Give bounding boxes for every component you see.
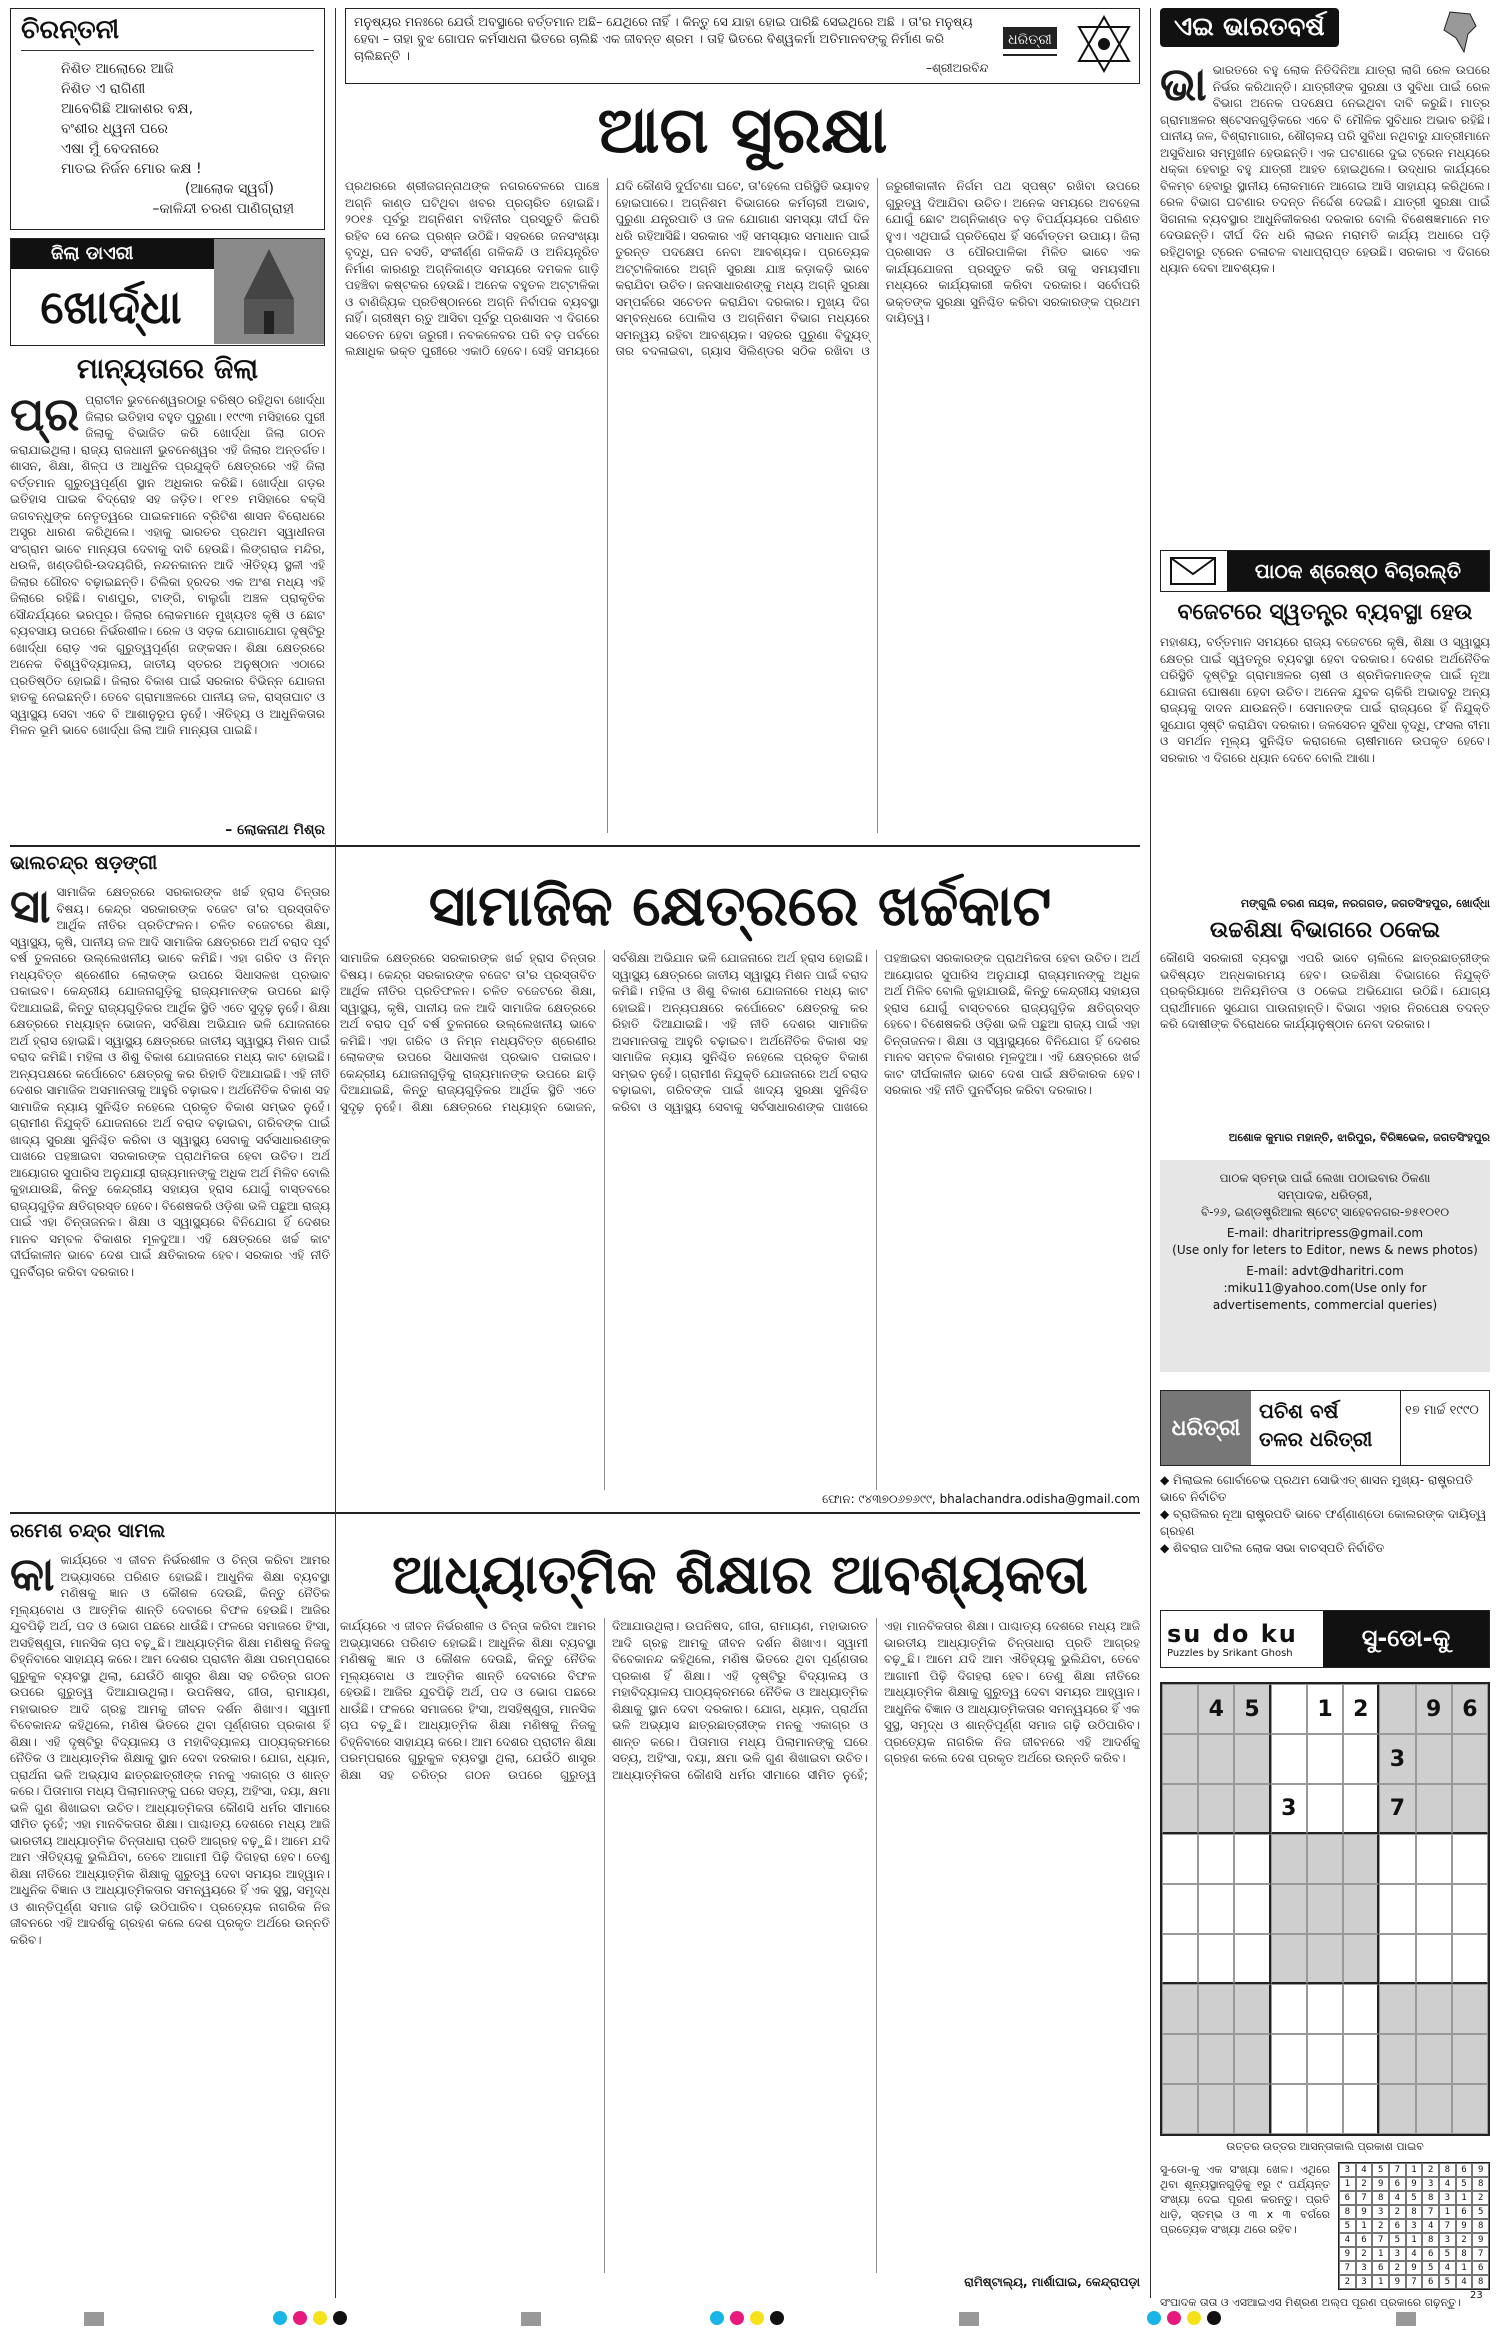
letters-banner-text: ପାଠକ ଶ୍ରେଷ୍ଠ ବିଚାରଲ୍ତି (1227, 551, 1489, 591)
sudoku-cell: 7 (1379, 1784, 1415, 1834)
sudoku-cell (1271, 2084, 1307, 2134)
solution-cell: 7 (1372, 2233, 1389, 2247)
dropcap: ସା (10, 884, 51, 933)
sudoku-cell (1234, 1884, 1270, 1934)
solution-cell: 6 (1356, 2233, 1373, 2247)
solution-cell: 6 (1422, 2247, 1439, 2261)
solution-cell: 1 (1356, 2219, 1373, 2233)
sudoku-cell: 4 (1198, 1684, 1234, 1734)
solution-cell: 2 (1456, 2233, 1473, 2247)
column-rule (335, 8, 336, 2298)
sudoku-cell: 3 (1271, 1784, 1307, 1834)
cyan-dot (710, 2311, 724, 2325)
solution-cell: 9 (1456, 2219, 1473, 2233)
sudoku-box (1160, 1610, 1490, 2310)
solution-cell: 1 (1456, 2191, 1473, 2205)
sudoku-cell (1307, 1834, 1343, 1884)
past-title-1: ପଚିଶ ବର୍ଷ (1259, 1399, 1339, 1423)
contact-line: ବି-୨୬, ଇଣ୍ଡଷ୍ଟ୍ରିଆଲ ଷ୍ଟେଟ୍ ସାହେବନଗର-୭୫୧୦୧୦ (1200, 1205, 1450, 1219)
editorial-body: ପ୍ରଥରରେ ଶ୍ରୀଜଗନ୍ନାଥଙ୍କ ନଗରବେଳରେ ପାଞ୍ଚେ ଅଗ୍ନି କାଣ୍ଡ ଘଟିଥିବା ଖବର ପ୍ରଚାରିତ ହୋଇଛି। ୨୦୧୫ ପୂର୍ବରୁ ଅଗ୍ନିଶମ ବାହିନୀର ପ୍ରସ୍ତୁତି କିପରି ରହିବ ସେ ନେଇ ପ୍ରଶ୍ନ ଉଠିଛି। ସହରରେ ଜନସଂଖ୍ୟା ବୃଦ୍ଧି, ଘନ ବସତି, ସଂକୀର୍ଣ୍ଣ ଗଳିକନ୍ଦି ଓ ଅନିୟନ୍ତ୍ରିତ ନିର୍ମାଣ କାରଣରୁ ଅଗ୍ନିକାଣ୍ଡ ସମୟରେ ଦମକଳ ଗାଡ଼ି ପହଞ୍ଚିବା କଷ୍ଟକର ହେଉଛି। ଅନେକ ବହୁତଳ ଅଟ୍ଟାଳିକା ଓ ବାଣିଜ୍ୟିକ ପ୍ରତିଷ୍ଠାନରେ ଅଗ୍ନି ନିର୍ବାପକ ବ୍ୟବସ୍ଥା ନାହିଁ। ଗ୍ରୀଷ୍ମ ଋତୁ ଆସିବା ପୂର୍ବରୁ ପ୍ରଶାସନ ଏ ଦିଗରେ ସଚେତନ ହେବା ଜରୁରୀ। ନବକଳେବର ପରି ବଡ଼ ପର୍ବରେ ଲକ୍ଷାଧିକ ଭକ୍ତ ପୁରୀରେ ଏକାଠି ହେବେ। ସେହି ସମୟରେ ଯଦି କୌଣସି ଦୁର୍ଘଟଣା ଘଟେ, ତା'ହେଲେ ପରିସ୍ଥିତି ଭୟାବହ ହୋଇପାରେ। ଅଗ୍ନିଶମ ବିଭାଗରେ କର୍ମଚାରୀ ଅଭାବ, ପୁରୁଣା ଯନ୍ତ୍ରପାତି ଓ ଜଳ ଯୋଗାଣ ସମସ୍ୟା ଦୀର୍ଘ ଦିନ ଧରି ରହିଆସିଛି। ସରକାର ଏହି ସମସ୍ୟାର ସମାଧାନ ପାଇଁ ତୁରନ୍ତ ପଦକ୍ଷେପ ନେବା ଆବଶ୍ୟକ। ପ୍ରତ୍ୟେକ ଅଟ୍ଟାଳିକାରେ ଅଗ୍ନି ସୁରକ୍ଷା ଯାଞ୍ଚ କଡ଼ାକଡ଼ି ଭାବେ କରାଯିବା ଉଚିତ। ଜନସାଧାରଣଙ୍କୁ ମଧ୍ୟ ଅଗ୍ନି ସୁରକ୍ଷା ସମ୍ପର୍କରେ ସଚେତନ କରାଯିବା ଦରକାର। ମୁଖ୍ୟ ଦିଗ ସମ୍ବନ୍ଧରେ ପୋଲିସ ଓ ଅଗ୍ନିଶମ ବିଭାଗ ମଧ୍ୟରେ ସମନ୍ୱୟ ରହିବା ଆବଶ୍ୟକ। ସହରର ପୁରୁଣା ବିଦ୍ୟୁତ୍ ତାର ବଦଳାଇବା, ଗ୍ୟାସ ସିଲିଣ୍ଡର ସଠିକ ରଖିବା ଓ ଜରୁରୀକାଳୀନ ନିର୍ଗମ ପଥ ସ୍ପଷ୍ଟ ରଖିବା ଉପରେ ଗୁରୁତ୍ୱ ଦିଆଯିବା ଉଚିତ। ଅନେକ ସମୟରେ ଅବହେଳା ଯୋଗୁଁ ଛୋଟ ଅଗ୍ନିକାଣ୍ଡ ବଡ଼ ବିପର୍ଯ୍ୟୟରେ ପରିଣତ ହୁଏ। ଏଥିପାଇଁ ପ୍ରତିରୋଧ ହିଁ ସର୍ବୋତ୍ତମ ଉପାୟ। ଜିଲା ପ୍ରଶାସନ ଓ ପୌରପାଳିକା ମିଳିତ ଭାବେ ଏକ କାର୍ଯ୍ୟଯୋଜନା ପ୍ରସ୍ତୁତ କରି ତାକୁ ସମୟସୀମା ମଧ୍ୟରେ କାର୍ଯ୍ୟକାରୀ କରିବା ଦରକାର। ସର୍ବୋପରି ଭକ୍ତଙ୍କ ସୁରକ୍ଷା ସୁନିଶ୍ଚିତ କରିବା ସରକାରଙ୍କ ପ୍ରଥମ ଦାୟିତ୍ୱ। (345, 179, 1140, 358)
zilla-author: – ଲୋକନାଥ ମିଶ୍ର (225, 822, 325, 838)
section-divider (10, 845, 1140, 847)
solution-cell: 2 (1422, 2163, 1439, 2177)
solution-cell: 5 (1372, 2163, 1389, 2177)
sudoku-cell (1379, 1934, 1415, 1984)
sudoku-cell (1198, 2034, 1234, 2084)
solution-cell: 3 (1339, 2163, 1356, 2177)
sudoku-cell (1198, 1784, 1234, 1834)
sudoku-title-en: su do ku (1167, 1619, 1298, 1648)
sudoku-cell (1379, 1684, 1415, 1734)
poem-source: (ଆଲୋକ ସ୍ୱର୍ଗ) (184, 181, 274, 197)
past-title-2: ତଳର ଧରିତ୍ରୀ (1259, 1427, 1373, 1451)
sudoku-cell (1162, 2084, 1198, 2134)
samajik-author: ଭାଲଚନ୍ଦ୍ର ଷଡ଼ଙ୍ଗୀ (10, 852, 158, 874)
sudoku-title-or: ସୁ-ଡୋ-କୁ (1323, 1611, 1489, 1667)
poem-line: ଏଷା ମୁଁ ବେଦନାରେ (61, 141, 159, 157)
solution-cell: 6 (1472, 2261, 1489, 2275)
solution-cell: 7 (1356, 2191, 1373, 2205)
sudoku-cell (1271, 1834, 1307, 1884)
adhyatmik-body: କାର୍ଯ୍ୟରେ ଏ ଜୀବନ ନିର୍ଭରଶୀଳ ଓ ଚିନ୍ତା କରିବା ଆମର ଅଭ୍ୟାସରେ ପରିଣତ ହୋଇଛି। ଆଧୁନିକ ଶିକ୍ଷା ବ୍ୟବସ୍ଥା ମଣିଷକୁ ଜ୍ଞାନ ଓ କୌଶଳ ଦେଉଛି, କିନ୍ତୁ ନୈତିକ ମୂଲ୍ୟବୋଧ ଓ ଆତ୍ମିକ ଶାନ୍ତି ଦେବାରେ ବିଫଳ ହେଉଛି। ଆଜିର ଯୁବପିଢ଼ି ଅର୍ଥ, ପଦ ଓ ଭୋଗ ପଛରେ ଧାଉଁଛି। ଫଳରେ ସମାଜରେ ହିଂସା, ଅସହିଷ୍ଣୁତା, ମାନସିକ ଚାପ ବଢ଼ୁଛି। ଆଧ୍ୟାତ୍ମିକ ଶିକ୍ଷା ମଣିଷକୁ ନିଜକୁ ଚିହ୍ନିବାରେ ସାହାଯ୍ୟ କରେ। ଆମ ଦେଶର ପ୍ରାଚୀନ ଶିକ୍ଷା ପରମ୍ପରାରେ ଗୁରୁକୁଳ ବ୍ୟବସ୍ଥା ଥିଲା, ଯେଉଁଠି ଶାସ୍ତ୍ର ଶିକ୍ଷା ସହ ଚରିତ୍ର ଗଠନ ଉପରେ ଗୁରୁତ୍ୱ ଦିଆଯାଉଥିଲା। ଉପନିଷଦ, ଗୀତା, ରାମାୟଣ, ମହାଭାରତ ଆଦି ଗ୍ରନ୍ଥ ଆମକୁ ଜୀବନ ଦର୍ଶନ ଶିଖାଏ। ସ୍ୱାମୀ ବିବେକାନନ୍ଦ କହିଥିଲେ, ମଣିଷ ଭିତରେ ଥିବା ପୂର୍ଣ୍ଣତାର ପ୍ରକାଶ ହିଁ ଶିକ୍ଷା। ଏହି ଦୃଷ୍ଟିରୁ ବିଦ୍ୟାଳୟ ଓ ମହାବିଦ୍ୟାଳୟ ପାଠ୍ୟକ୍ରମରେ ନୈତିକ ଓ ଆଧ୍ୟାତ୍ମିକ ଶିକ୍ଷାକୁ ସ୍ଥାନ ଦେବା ଦରକାର। ଯୋଗ, ଧ୍ୟାନ, ପ୍ରାର୍ଥନା ଭଳି ଅଭ୍ୟାସ ଛାତ୍ରଛାତ୍ରୀଙ୍କ ମନକୁ ଏକାଗ୍ର ଓ ଶାନ୍ତ କରେ। ପିତାମାତା ମଧ୍ୟ ପିଲାମାନଙ୍କୁ ଘରେ ସତ୍ୟ, ଅହିଂସା, ଦୟା, କ୍ଷମା ଭଳି ଗୁଣ ଶିଖାଇବା ଉଚିତ। ଆଧ୍ୟାତ୍ମିକତା କୌଣସି ଧର୍ମର ସୀମାରେ ସୀମିତ ନୁହେଁ; ଏହା ମାନବିକତାର ଶିକ୍ଷା। ପାଶ୍ଚାତ୍ୟ ଦେଶରେ ମଧ୍ୟ ଆଜି ଭାରତୀୟ ଆଧ୍ୟାତ୍ମିକ ଚିନ୍ତାଧାରା ପ୍ରତି ଆଗ୍ରହ ବଢ଼ୁଛି। ଆମେ ଯଦି ଆମ ଐତିହ୍ୟକୁ ଭୁଲିଯିବା, ତେବେ ଆଗାମୀ ପିଢ଼ି ଦିଗହରା ହେବ। ତେଣୁ ଶିକ୍ଷା ନୀତିରେ ଆଧ୍ୟାତ୍ମିକ ଶିକ୍ଷାକୁ ଗୁରୁତ୍ୱ ଦେବା ସମୟର ଆହ୍ୱାନ। ଆଧୁନିକ ବିଜ୍ଞାନ ଓ ଆଧ୍ୟାତ୍ମିକତାର ସମନ୍ୱୟରେ ହିଁ ଏକ ସୁସ୍ଥ, ସମୃଦ୍ଧ ଓ ଶାନ୍ତିପୂର୍ଣ୍ଣ ସମାଜ ଗଢ଼ି ଉଠିପାରିବ। ପ୍ରତ୍ୟେକ ନାଗରିକ ନିଜ ଜୀବନରେ ଏହି ଆଦର୍ଶକୁ ଗ୍ରହଣ କଲେ ଦେଶ ପ୍ରକୃତ ଅର୍ଥରେ ଉନ୍ନତି କରିବ। (340, 1619, 1140, 1782)
sudoku-byline: Puzzles by Srikant Ghosh (1167, 1647, 1293, 1659)
solution-cell: 4 (1389, 2191, 1406, 2205)
solution-cell: 8 (1472, 2275, 1489, 2289)
solution-cell: 2 (1372, 2219, 1389, 2233)
solution-cell: 5 (1406, 2191, 1423, 2205)
sudoku-cell (1234, 1984, 1270, 2034)
chirantani-title: ଚିରନ୍ତନୀ (21, 15, 314, 51)
solution-cell: 6 (1422, 2275, 1439, 2289)
sudoku-cell (1379, 2034, 1415, 2084)
gray-mark (521, 2312, 541, 2326)
solution-cell: 8 (1339, 2205, 1356, 2219)
sudoku-cell (1307, 1934, 1343, 1984)
yellow-dot (1187, 2311, 1201, 2325)
magenta-dot (730, 2311, 744, 2325)
letter2-author: ଅଶୋକ କୁମାର ମହାନ୍ତି, ଝାରିପୁର, ବିରିଜ୍ଞଭେଳ, ଜଗତସିଂହପୁର (1228, 1131, 1490, 1144)
cyan-dot (273, 2311, 287, 2325)
sudoku-cell (1307, 1984, 1343, 2034)
column-rule (1150, 8, 1151, 2298)
sudoku-cell (1162, 1784, 1198, 1834)
zilla-article-body (10, 392, 325, 822)
solution-cell: 4 (1439, 2177, 1456, 2191)
quote-author: –ଶ୍ରୀଅରବିନ୍ଦ (926, 61, 989, 75)
bullet-icon: ◆ (1160, 1473, 1174, 1487)
logo-text: ଧରିତ୍ରୀ (1008, 32, 1052, 48)
sudoku-cell (1234, 2034, 1270, 2084)
solution-cell: 3 (1356, 2275, 1373, 2289)
solution-cell: 5 (1422, 2261, 1439, 2275)
sudoku-cell (1452, 1884, 1488, 1934)
solution-cell: 8 (1456, 2247, 1473, 2261)
sudoku-cell (1271, 2034, 1307, 2084)
sudoku-cell (1343, 1984, 1379, 2034)
sudoku-cell (1307, 1784, 1343, 1834)
sudoku-cell (1234, 1834, 1270, 1884)
sudoku-grid (1160, 1682, 1490, 2136)
solution-cell: 6 (1389, 2219, 1406, 2233)
solution-cell: 4 (1456, 2275, 1473, 2289)
sudoku-cell (1271, 1884, 1307, 1934)
bullet-icon: ◆ (1160, 1507, 1174, 1521)
solution-cell: 2 (1389, 2261, 1406, 2275)
contact-line: ସମ୍ପାଦକ, ଧରିତ୍ରୀ, (1277, 1188, 1373, 1202)
masthead-logo (999, 21, 1069, 67)
magenta-dot (1167, 2311, 1181, 2325)
black-dot (1207, 2311, 1221, 2325)
solution-cell: 1 (1456, 2261, 1473, 2275)
sudoku-cell: 5 (1234, 1684, 1270, 1734)
solution-cell: 4 (1422, 2219, 1439, 2233)
solution-cell: 4 (1356, 2163, 1373, 2177)
solution-cell: 9 (1356, 2205, 1373, 2219)
advt-email-note: advertisements, commercial queries) (1212, 1298, 1438, 1312)
district-name: ଖୋର୍ଦ୍ଧା (40, 280, 182, 334)
sudoku-cell (1452, 1934, 1488, 1984)
solution-cell: 5 (1439, 2275, 1456, 2289)
sudoku-cell (1452, 1734, 1488, 1784)
black-dot (770, 2311, 784, 2325)
samajik-headline: ସାମାଜିକ କ୍ଷେତ୍ରରେ ଖର୍ଚ୍ଚକାଟ (428, 874, 1052, 939)
sudoku-cell (1271, 1734, 1307, 1784)
editor-email-note: (Use only for leters to Editor, news & news photos) (1172, 1243, 1478, 1257)
gray-mark (84, 2312, 104, 2326)
sudoku-cell (1198, 2084, 1234, 2134)
bullet-icon: ◆ (1160, 1541, 1174, 1555)
poem-line: ନିଶିତ ଆଲୋରେ ଆଜି (61, 61, 174, 77)
solution-cell: 7 (1339, 2261, 1356, 2275)
adhyatmik-text: କାର୍ଯ୍ୟରେ ଏ ଜୀବନ ନିର୍ଭରଶୀଳ ଓ ଚିନ୍ତା କରିବା ଆମର ଅଭ୍ୟାସରେ ପରିଣତ ହୋଇଛି। ଆଧୁନିକ ଶିକ୍ଷା ବ୍ୟବସ୍ଥା ମଣିଷକୁ ଜ୍ଞାନ ଓ କୌଶଳ ଦେଉଛି, କିନ୍ତୁ ନୈତିକ ମୂଲ୍ୟବୋଧ ଓ ଆତ୍ମିକ ଶାନ୍ତି ଦେବାରେ ବିଫଳ ହେଉଛି। ଆଜିର ଯୁବପିଢ଼ି ଅର୍ଥ, ପଦ ଓ ଭୋଗ ପଛରେ ଧାଉଁଛି। ଫଳରେ ସମାଜରେ ହିଂସା, ଅସହିଷ୍ଣୁତା, ମାନସିକ ଚାପ ବଢ଼ୁଛି। ଆଧ୍ୟାତ୍ମିକ ଶିକ୍ଷା ମଣିଷକୁ ନିଜକୁ ଚିହ୍ନିବାରେ ସାହାଯ୍ୟ କରେ। ଆମ ଦେଶର ପ୍ରାଚୀନ ଶିକ୍ଷା ପରମ୍ପରାରେ ଗୁରୁକୁଳ ବ୍ୟବସ୍ଥା ଥିଲା, ଯେଉଁଠି ଶାସ୍ତ୍ର ଶିକ୍ଷା ସହ ଚରିତ୍ର ଗଠନ ଉପରେ ଗୁରୁତ୍ୱ ଦିଆଯାଉଥିଲା। ଉପନିଷଦ, ଗୀତା, ରାମାୟଣ, ମହାଭାରତ ଆଦି ଗ୍ରନ୍ଥ ଆମକୁ ଜୀବନ ଦର୍ଶନ ଶିଖାଏ। ସ୍ୱାମୀ ବିବେକାନନ୍ଦ କହିଥିଲେ, ମଣିଷ ଭିତରେ ଥିବା ପୂର୍ଣ୍ଣତାର ପ୍ରକାଶ ହିଁ ଶିକ୍ଷା। ଏହି ଦୃଷ୍ଟିରୁ ବିଦ୍ୟାଳୟ ଓ ମହାବିଦ୍ୟାଳୟ ପାଠ୍ୟକ୍ରମରେ ନୈତିକ ଓ ଆଧ୍ୟାତ୍ମିକ ଶିକ୍ଷାକୁ ସ୍ଥାନ ଦେବା ଦରକାର। ଯୋଗ, ଧ୍ୟାନ, ପ୍ରାର୍ଥନା ଭଳି ଅଭ୍ୟାସ ଛାତ୍ରଛାତ୍ରୀଙ୍କ ମନକୁ ଏକାଗ୍ର ଓ ଶାନ୍ତ କରେ। ପିତାମାତା ମଧ୍ୟ ପିଲାମାନଙ୍କୁ ଘରେ ସତ୍ୟ, ଅହିଂସା, ଦୟା, କ୍ଷମା ଭଳି ଗୁଣ ଶିଖାଇବା ଉଚିତ। ଆଧ୍ୟାତ୍ମିକତା କୌଣସି ଧର୍ମର ସୀମାରେ ସୀମିତ ନୁହେଁ; ଏହା ମାନବିକତାର ଶିକ୍ଷା। ପାଶ୍ଚାତ୍ୟ ଦେଶରେ ମଧ୍ୟ ଆଜି ଭାରତୀୟ ଆଧ୍ୟାତ୍ମିକ ଚିନ୍ତାଧାରା ପ୍ରତି ଆଗ୍ରହ ବଢ଼ୁଛି। ଆମେ ଯଦି ଆମ ଐତିହ୍ୟକୁ ଭୁଲିଯିବା, ତେବେ ଆଗାମୀ ପିଢ଼ି ଦିଗହରା ହେବ। ତେଣୁ ଶିକ୍ଷା ନୀତିରେ ଆଧ୍ୟାତ୍ମିକ ଶିକ୍ଷାକୁ ଗୁରୁତ୍ୱ ଦେବା ସମୟର ଆହ୍ୱାନ। ଆଧୁନିକ ବିଜ୍ଞାନ ଓ ଆଧ୍ୟାତ୍ମିକତାର ସମନ୍ୱୟରେ ହିଁ ଏକ ସୁସ୍ଥ, ସମୃଦ୍ଧ ଓ ଶାନ୍ତିପୂର୍ଣ୍ଣ ସମାଜ ଗଢ଼ି ଉଠିପାରିବ। ପ୍ରତ୍ୟେକ ନାଗରିକ ନିଜ ଜୀବନରେ ଏହି ଆଦର୍ଶକୁ ଗ୍ରହଣ କଲେ ଦେଶ ପ୍ରକୃତ ଅର୍ଥରେ ଉନ୍ନତି କରିବ। (10, 1553, 330, 1947)
solution-cell: 2 (1389, 2205, 1406, 2219)
solution-cell: 8 (1422, 2233, 1439, 2247)
letter2-body: କୌଣସି ସରକାରୀ ବ୍ୟବସ୍ଥା ଏପରି ଭାବେ ଚାଲିଲେ ଛାତ୍ରଛାତ୍ରୀଙ୍କ ଭବିଷ୍ୟତ ଅନ୍ଧକାରମୟ ହେବ। ଉଚ୍ଚଶିକ୍ଷା ବିଭାଗରେ ନିଯୁକ୍ତି ପ୍ରକ୍ରିୟାରେ ଅନିୟମିତତା ଓ ଠକେଇ ଅଭିଯୋଗ ଉଠିଛି। ଯୋଗ୍ୟ ପ୍ରାର୍ଥୀମାନେ ସୁଯୋଗ ପାଉନାହାନ୍ତି। ବିଭାଗ ଏହାର ନିରପେକ୍ଷ ତଦନ୍ତ କରି ଦୋଷୀଙ୍କ ବିରୋଧରେ କାର୍ଯ୍ୟାନୁଷ୍ଠାନ ନେବା ଦରକାର। (1160, 951, 1490, 1031)
contact-line: ପାଠକ ସ୍ତମ୍ଭ ପାଇଁ ଲେଖା ପଠାଇବାର ଠିକଣା (1219, 1171, 1431, 1185)
solution-cell: 8 (1406, 2205, 1423, 2219)
zilla-diary-box (10, 238, 325, 346)
ajibharat-text: ଭାରତରେ ବହୁ ଲୋକ ନିତିଦିନିଆ ଯାତ୍ରା ଲାଗି ରେଳ ଉପରେ ନିର୍ଭର କରିଥାନ୍ତି। ଯାତ୍ରୀଙ୍କ ସୁରକ୍ଷା ଓ ସୁବିଧା ପାଇଁ ରେଳ ବିଭାଗ ଅନେକ ପଦକ୍ଷେପ ନେଇଥିବା ଦାବି କରୁଛି। ମାତ୍ର ଗ୍ରାମାଞ୍ଚଳର ଷ୍ଟେସନଗୁଡ଼ିକରେ ଏବେ ବି ମୌଳିକ ସୁବିଧାର ଅଭାବ ରହିଛି। ପାନୀୟ ଜଳ, ବିଶ୍ରାମାଗାର, ଶୌଚାଳୟ ପରି ସୁବିଧା ନଥିବାରୁ ଯାତ୍ରୀମାନେ ଅସୁବିଧାର ସମ୍ମୁଖୀନ ହେଉଛନ୍ତି। ଏକ ଘଟଣାରେ ଦୁଇ ଟ୍ରେନ ମଧ୍ୟରେ ଧକ୍କା ହେବାରୁ ବହୁ ଯାତ୍ରୀ ଆହତ ହୋଇଥିଲେ। ଉଦ୍ଧାର କାର୍ଯ୍ୟରେ ବିଳମ୍ବ ହେବାରୁ ସ୍ଥାନୀୟ ଲୋକମାନେ ଆଗେଇ ଆସି ସାହାଯ୍ୟ କରିଥିଲେ। ରେଳ ବିଭାଗ ଘଟଣାର ତଦନ୍ତ ନିର୍ଦ୍ଦେଶ ଦେଇଛି। ଯାତ୍ରୀ ସୁରକ୍ଷା ପାଇଁ ସିଗନାଲ ବ୍ୟବସ୍ଥାର ଆଧୁନିକୀକରଣ ଦରକାର ବୋଲି ବିଶେଷଜ୍ଞମାନେ ମତ ଦେଉଛନ୍ତି। ଦୀର୍ଘ ଦିନ ଧରି ଲାଇନ ମରାମତି କାର୍ଯ୍ୟ ଅଧାରେ ପଡ଼ି ରହିଥିବାରୁ ଟ୍ରେନ ଚଳାଚଳ ବାଧାପ୍ରାପ୍ତ ହେଉଛି। ସରକାର ଏ ଦିଗରେ ଧ୍ୟାନ ଦେବା ଆବଶ୍ୟକ। (1160, 63, 1490, 275)
adhyatmik-col1 (10, 1552, 330, 2272)
sudoku-cell (1307, 1884, 1343, 1934)
poem-line: ନିଶିତ ଏ ରାଗିଣୀ (61, 81, 146, 97)
solution-cell: 5 (1472, 2205, 1489, 2219)
sudoku-cell (1343, 1834, 1379, 1884)
sudoku-cell (1162, 1684, 1198, 1734)
dropcap: କା (10, 1552, 55, 1601)
sudoku-cell (1198, 1834, 1234, 1884)
sudoku-cell (1234, 1784, 1270, 1834)
ajibharat-header (1160, 8, 1490, 56)
solution-cell: 3 (1356, 2261, 1373, 2275)
sudoku-cell (1198, 1734, 1234, 1784)
solution-cell: 3 (1372, 2205, 1389, 2219)
sudoku-cell (1416, 1834, 1452, 1884)
solution-cell: 9 (1389, 2275, 1406, 2289)
solution-cell: 5 (1389, 2233, 1406, 2247)
solution-cell: 2 (1356, 2177, 1373, 2191)
sudoku-cell: 1 (1307, 1684, 1343, 1734)
sudoku-cell: 9 (1416, 1684, 1452, 1734)
solution-cell: 9 (1372, 2177, 1389, 2191)
solution-cell: 7 (1422, 2205, 1439, 2219)
solution-cell: 1 (1372, 2247, 1389, 2261)
letter1-title: ବଜେଟରେ ସ୍ୱତନ୍ତ୍ର ବ୍ୟବସ୍ଥା ହେଉ (1177, 600, 1473, 625)
sudoku-cell (1307, 2034, 1343, 2084)
sudoku-cell (1162, 1734, 1198, 1784)
samajik-col1 (10, 884, 330, 1499)
star-emblem-icon (1073, 13, 1135, 75)
print-marks (0, 2306, 1500, 2332)
sudoku-cell (1162, 2034, 1198, 2084)
solution-cell: 6 (1389, 2177, 1406, 2191)
poem-line: ବଂଶୀର ଧ୍ୱନୀ ପରେ (61, 121, 168, 137)
solution-cell: 1 (1406, 2233, 1423, 2247)
letter2-title: ଉଚ୍ଚଶିକ୍ଷା ବିଭାଗରେ ଠକେଇ (1209, 918, 1441, 943)
sudoku-cell (1343, 1784, 1379, 1834)
gray-mark (959, 2312, 979, 2326)
dropcap: ପ୍ର (10, 392, 80, 441)
sudoku-cell (1198, 1884, 1234, 1934)
sudoku-cell (1379, 1984, 1415, 2034)
poem-line: ଆବେଗିଛି ଆକାଶର ବକ୍ଷ, (61, 101, 194, 117)
letter1-body: ମହାଶୟ, ବର୍ତ୍ତମାନ ସମୟରେ ରାଜ୍ୟ ବଜେଟରେ କୃଷି, ଶିକ୍ଷା ଓ ସ୍ୱାସ୍ଥ୍ୟ କ୍ଷେତ୍ର ପାଇଁ ସ୍ୱତନ୍ତ୍ର ବ୍ୟବସ୍ଥା ହେବା ଦରକାର। ଦେଶର ଅର୍ଥନୈତିକ ପରିସ୍ଥିତି ଦୃଷ୍ଟିରୁ ଗ୍ରାମାଞ୍ଚଳର ଚାଷୀ ଓ ଶ୍ରମିକମାନଙ୍କ ପାଇଁ ନୂଆ ଯୋଜନା ଘୋଷଣା ହେବା ଉଚିତ। ଅନେକ ଯୁବକ ଚାକିରି ଅଭାବରୁ ଅନ୍ୟ ରାଜ୍ୟକୁ ଦାଦନ ଯାଉଛନ୍ତି। ସେମାନଙ୍କ ପାଇଁ ରାଜ୍ୟରେ ହିଁ ନିଯୁକ୍ତି ସୁଯୋଗ ସୃଷ୍ଟି କରାଯିବା ଦରକାର। ଜଳସେଚନ ସୁବିଧା ବୃଦ୍ଧି, ଫସଲ ବୀମା ଓ ସମର୍ଥନ ମୂଲ୍ୟ ସୁନିଶ୍ଚିତ କରାଗଲେ ଚାଷୀମାନେ ଉପକୃତ ହେବେ। ସରକାର ଏ ଦିଗରେ ଧ୍ୟାନ ଦେବେ ବୋଲି ଆଶା। (1160, 635, 1490, 765)
sudoku-cell: 6 (1452, 1684, 1488, 1734)
solution-cell: 9 (1472, 2233, 1489, 2247)
solution-cell: 1 (1372, 2275, 1389, 2289)
magenta-dot (293, 2311, 307, 2325)
solution-cell: 9 (1472, 2163, 1489, 2177)
solution-cell: 9 (1406, 2177, 1423, 2191)
solution-cell: 5 (1456, 2177, 1473, 2191)
solution-cell: 8 (1472, 2219, 1489, 2233)
adhyatmik-place: ରାମିଷ୍ଟାଲ୍ୟ, ମାର୍ଶାଘାଇ, କେନ୍ଦ୍ରାପଡ଼ା (964, 2275, 1140, 2289)
solution-cell: 3 (1422, 2177, 1439, 2191)
sudoku-cell (1234, 1934, 1270, 1984)
editor-email[interactable]: E-mail: dharitripress@gmail.com (1226, 1226, 1424, 1240)
dropcap: ଭା (1160, 62, 1207, 111)
solution-cell: 8 (1372, 2191, 1389, 2205)
solution-cell: 6 (1456, 2163, 1473, 2177)
solution-cell: 2 (1472, 2191, 1489, 2205)
temple-photo-icon (214, 239, 324, 344)
solution-cell: 3 (1406, 2219, 1423, 2233)
sudoku-solution-grid (1338, 2162, 1490, 2290)
solution-cell: 1 (1439, 2205, 1456, 2219)
chirantani-box (10, 8, 325, 230)
sudoku-cell (1379, 1834, 1415, 1884)
zilla-subtitle: ମାନ୍ୟତାରେ ଜିଲା (76, 352, 259, 385)
solution-cell: 1 (1406, 2163, 1423, 2177)
solution-cell: 8 (1472, 2177, 1489, 2191)
adhyatmik-headline: ଆଧ୍ୟାତ୍ମିକ ଶିକ୍ଷାର ଆବଶ୍ୟକତା (392, 1543, 1088, 1606)
sudoku-cell (1379, 1884, 1415, 1934)
sudoku-cell (1452, 2034, 1488, 2084)
sudoku-rules: ସୁ-ଡୋ-କୁ ଏକ ସଂଖ୍ୟା ଖେଳ। ଏଥିରେ ଥିବା ଶୂନ୍ୟସ୍ଥାନଗୁଡ଼ିକୁ ୧ରୁ ୯ ପର୍ଯ୍ୟନ୍ତ ସଂଖ୍ୟା ଦେଇ ପୂରଣ କରନ୍ତୁ। ପ୍ରତି ଧାଡ଼ି, ସ୍ତମ୍ଭ ଓ ୩ x ୩ ବର୍ଗରେ ପ୍ରତ୍ୟେକ ସଂଖ୍ୟା ଥରେ ରହିବ। (1160, 2163, 1330, 2236)
solution-cell: 3 (1389, 2247, 1406, 2261)
sudoku-cell (1416, 1784, 1452, 1834)
color-registration (1147, 2310, 1227, 2329)
temple-photo (214, 239, 324, 344)
newspaper-logo-icon (999, 21, 1069, 67)
samajik-text: ସାମାଜିକ କ୍ଷେତ୍ରରେ ସରକାରଙ୍କ ଖର୍ଚ୍ଚ ହ୍ରାସ ଚିନ୍ତାର ବିଷୟ। କେନ୍ଦ୍ର ସରକାରଙ୍କ ବଜେଟ ତା'ର ପ୍ରସ୍ତାବିତ ଆର୍ଥିକ ନୀତିର ପ୍ରତିଫଳନ। ଚଳିତ ବଜେଟରେ ଶିକ୍ଷା, ସ୍ୱାସ୍ଥ୍ୟ, କୃଷି, ପାନୀୟ ଜଳ ଆଦି ସାମାଜିକ କ୍ଷେତ୍ରରେ ଅର୍ଥ ବରାଦ ପୂର୍ବ ବର୍ଷ ତୁଳନାରେ ଉଲ୍ଲେଖନୀୟ ଭାବେ କମିଛି। ଏହା ଗରିବ ଓ ନିମ୍ନ ମଧ୍ୟବିତ୍ତ ଶ୍ରେଣୀର ଲୋକଙ୍କ ଉପରେ ସିଧାସଳଖ ପ୍ରଭାବ ପକାଇବ। କେନ୍ଦ୍ରୀୟ ଯୋଜନାଗୁଡ଼ିକୁ ରାଜ୍ୟମାନଙ୍କ ଉପରେ ଛାଡ଼ି ଦିଆଯାଇଛି, କିନ୍ତୁ ରାଜ୍ୟଗୁଡ଼ିକର ଆର୍ଥିକ ସ୍ଥିତି ଏତେ ସୁଦୃଢ଼ ନୁହେଁ। ଶିକ୍ଷା କ୍ଷେତ୍ରରେ ମଧ୍ୟାହ୍ନ ଭୋଜନ, ସର୍ବଶିକ୍ଷା ଅଭିଯାନ ଭଳି ଯୋଜନାରେ ଅର୍ଥ ହ୍ରାସ ହୋଇଛି। ସ୍ୱାସ୍ଥ୍ୟ କ୍ଷେତ୍ରରେ ଜାତୀୟ ସ୍ୱାସ୍ଥ୍ୟ ମିଶନ ପାଇଁ ବରାଦ କମିଛି। ମହିଳା ଓ ଶିଶୁ ବିକାଶ ଯୋଜନାରେ ମଧ୍ୟ କାଟ ହୋଇଛି। ଅନ୍ୟପକ୍ଷରେ କର୍ପୋରେଟ କ୍ଷେତ୍ରକୁ କର ରିହାତି ଦିଆଯାଇଛି। ଏହି ନୀତି ଦେଶର ସାମାଜିକ ଅସମାନତାକୁ ଆହୁରି ବଢ଼ାଇବ। ଅର୍ଥନୈତିକ ବିକାଶ ସହ ସାମାଜିକ ନ୍ୟାୟ ସୁନିଶ୍ଚିତ ନହେଲେ ପ୍ରକୃତ ବିକାଶ ସମ୍ଭବ ନୁହେଁ। ଗ୍ରାମୀଣ ନିଯୁକ୍ତି ଯୋଜନାରେ ଅର୍ଥ ବରାଦ ବଢ଼ାଇବା, ଗରିବଙ୍କ ପାଇଁ ଖାଦ୍ୟ ସୁରକ୍ଷା ସୁନିଶ୍ଚିତ କରିବା ଓ ସ୍ୱାସ୍ଥ୍ୟ ସେବାକୁ ସର୍ବସାଧାରଣଙ୍କ ପାଖରେ ପହଞ୍ଚାଇବା ସରକାରଙ୍କ ପ୍ରାଥମିକତା ହେବା ଉଚିତ। ଅର୍ଥ ଆୟୋଗର ସୁପାରିସ ଅନୁଯାୟୀ ରାଜ୍ୟମାନଙ୍କୁ ଅଧିକ ଅର୍ଥ ମିଳିବ ବୋଲି କୁହାଯାଉଛି, କିନ୍ତୁ କେନ୍ଦ୍ରୀୟ ସହାୟତା ହ୍ରାସ ଯୋଗୁଁ ବାସ୍ତବରେ ରାଜ୍ୟଗୁଡ଼ିକ କ୍ଷତିଗ୍ରସ୍ତ ହେବେ। ବିଶେଷକରି ଓଡ଼ିଶା ଭଳି ପଛୁଆ ରାଜ୍ୟ ପାଇଁ ଏହା ଚିନ୍ତାଜନକ। ଶିକ୍ଷା ଓ ସ୍ୱାସ୍ଥ୍ୟରେ ବିନିଯୋଗ ହିଁ ଦେଶର ମାନବ ସମ୍ବଳ ବିକାଶର ମୂଳଦୁଆ। ଏହି କ୍ଷେତ୍ରରେ ଖର୍ଚ୍ଚ କାଟ ଦୀର୍ଘକାଳୀନ ଭାବେ ଦେଶ ପାଇଁ କ୍ଷତିକାରକ ହେବ। ସରକାର ଏହି ନୀତି ପୁନର୍ବିଚାର କରିବା ଦରକାର। (10, 885, 330, 1279)
sudoku-cell (1162, 1884, 1198, 1934)
sudoku-cell (1343, 2084, 1379, 2134)
sudoku-cell (1162, 1934, 1198, 1984)
solution-cell: 7 (1406, 2275, 1423, 2289)
solution-cell: 2 (1356, 2247, 1373, 2261)
solution-cell: 6 (1372, 2261, 1389, 2275)
zilla-diary-label: ଜିଲା ଡାଏରୀ (11, 239, 251, 269)
cyan-dot (1147, 2311, 1161, 2325)
sudoku-cell (1343, 2034, 1379, 2084)
sudoku-cell (1452, 1984, 1488, 2034)
past-item: ◆ ମିଲାଇଲ ଗୋର୍ବାଚେଭ ପ୍ରଥମ ସୋଭିଏତ୍ ଶାସନ ମୁଖ୍ୟ- ରାଷ୍ଟ୍ରପତି ଭାବେ ନିର୍ବାଚିତ (1160, 1473, 1473, 1504)
sudoku-footer: ସଂପାଦକ ତାତା ଓ ଏସଆଇଏସ ମିଶ୍ରଣ ଅଲ୍ପ ପୂରଣ ପ୍ରକାରେ ଗଢ଼ନ୍ତୁ। (1160, 2296, 1461, 2309)
solution-cell: 8 (1422, 2191, 1439, 2205)
sudoku-cell (1416, 1984, 1452, 2034)
yellow-dot (750, 2311, 764, 2325)
past-date: ୧୭ ମାର୍ଚ୍ଚ ୧୯୯୦ (1400, 1391, 1489, 1465)
gray-mark (1396, 2312, 1416, 2326)
ajibharat-title: ଏଇ ଭାରତବର୍ଷ (1160, 8, 1339, 47)
sudoku-cell (1416, 1934, 1452, 1984)
solution-cell: 2 (1339, 2275, 1356, 2289)
quote-text: ମନୁଷ୍ୟର ମନଃରେ ଯେଉଁ ଅବସ୍ଥାରେ ବର୍ତ୍ତମାନ ଅଛି– ଯେଥିରେ ନାହିଁ । କିନ୍ତୁ ସେ ଯାହା ହୋଇ ପାରିଛି ସେଇଥିରେ ଅଛି । ତା'ର ମନୁଷ୍ୟ ହେବା – ତାହା ବୁଝ ଗୋପନ କର୍ମସାଧନା ଭିତରେ ଚାଲିଛି ଏକ ଜୀବନ୍ତ ଶ୍ରମ । ତାହି ଭିତରେ ବିଶ୍ୱକର୍ମା ଅତିମାନବଙ୍କୁ ନିର୍ମାଣ କରି ଚାଲିଛନ୍ତି । (354, 14, 973, 63)
editorial-headline: ଆଗ ସୁରକ୍ଷା (597, 94, 888, 168)
sudoku-cell (1416, 2084, 1452, 2134)
past-item: ◆ ଶିବରାଜ ପାଟିଲ ଲୋକ ସଭା ବାଚସ୍ପତି ନିର୍ବାଚିତ (1160, 1541, 1385, 1555)
sudoku-cell (1416, 1884, 1452, 1934)
solution-cell: 6 (1339, 2191, 1356, 2205)
sudoku-cell (1271, 1934, 1307, 1984)
samajik-contact: ଫୋନ: ୯୪୩୭୦୬୭୬୯୯, bhalachandra.odisha@gmail.com (822, 1492, 1140, 1506)
past-item: ◆ ବ୍ରାଜିଲର ନୂଆ ରାଷ୍ଟ୍ରପତି ଭାବେ ଫର୍ଣ୍ଣାଣ୍ଡୋ କୋଲରଙ୍କ ଦାୟିତ୍ୱ ଗ୍ରହଣ (1160, 1507, 1487, 1538)
past-logo: ଧରିତ୍ରୀ (1161, 1391, 1251, 1465)
yellow-dot (313, 2311, 327, 2325)
india-map-icon (1430, 8, 1490, 56)
samajik-body: ସାମାଜିକ କ୍ଷେତ୍ରରେ ସରକାରଙ୍କ ଖର୍ଚ୍ଚ ହ୍ରାସ ଚିନ୍ତାର ବିଷୟ। କେନ୍ଦ୍ର ସରକାରଙ୍କ ବଜେଟ ତା'ର ପ୍ରସ୍ତାବିତ ଆର୍ଥିକ ନୀତିର ପ୍ରତିଫଳନ। ଚଳିତ ବଜେଟରେ ଶିକ୍ଷା, ସ୍ୱାସ୍ଥ୍ୟ, କୃଷି, ପାନୀୟ ଜଳ ଆଦି ସାମାଜିକ କ୍ଷେତ୍ରରେ ଅର୍ଥ ବରାଦ ପୂର୍ବ ବର୍ଷ ତୁଳନାରେ ଉଲ୍ଲେଖନୀୟ ଭାବେ କମିଛି। ଏହା ଗରିବ ଓ ନିମ୍ନ ମଧ୍ୟବିତ୍ତ ଶ୍ରେଣୀର ଲୋକଙ୍କ ଉପରେ ସିଧାସଳଖ ପ୍ରଭାବ ପକାଇବ। କେନ୍ଦ୍ରୀୟ ଯୋଜନାଗୁଡ଼ିକୁ ରାଜ୍ୟମାନଙ୍କ ଉପରେ ଛାଡ଼ି ଦିଆଯାଇଛି, କିନ୍ତୁ ରାଜ୍ୟଗୁଡ଼ିକର ଆର୍ଥିକ ସ୍ଥିତି ଏତେ ସୁଦୃଢ଼ ନୁହେଁ। ଶିକ୍ଷା କ୍ଷେତ୍ରରେ ମଧ୍ୟାହ୍ନ ଭୋଜନ, ସର୍ବଶିକ୍ଷା ଅଭିଯାନ ଭଳି ଯୋଜନାରେ ଅର୍ଥ ହ୍ରାସ ହୋଇଛି। ସ୍ୱାସ୍ଥ୍ୟ କ୍ଷେତ୍ରରେ ଜାତୀୟ ସ୍ୱାସ୍ଥ୍ୟ ମିଶନ ପାଇଁ ବରାଦ କମିଛି। ମହିଳା ଓ ଶିଶୁ ବିକାଶ ଯୋଜନାରେ ମଧ୍ୟ କାଟ ହୋଇଛି। ଅନ୍ୟପକ୍ଷରେ କର୍ପୋରେଟ କ୍ଷେତ୍ରକୁ କର ରିହାତି ଦିଆଯାଇଛି। ଏହି ନୀତି ଦେଶର ସାମାଜିକ ଅସମାନତାକୁ ଆହୁରି ବଢ଼ାଇବ। ଅର୍ଥନୈତିକ ବିକାଶ ସହ ସାମାଜିକ ନ୍ୟାୟ ସୁନିଶ୍ଚିତ ନହେଲେ ପ୍ରକୃତ ବିକାଶ ସମ୍ଭବ ନୁହେଁ। ଗ୍ରାମୀଣ ନିଯୁକ୍ତି ଯୋଜନାରେ ଅର୍ଥ ବରାଦ ବଢ଼ାଇବା, ଗରିବଙ୍କ ପାଇଁ ଖାଦ୍ୟ ସୁରକ୍ଷା ସୁନିଶ୍ଚିତ କରିବା ଓ ସ୍ୱାସ୍ଥ୍ୟ ସେବାକୁ ସର୍ବସାଧାରଣଙ୍କ ପାଖରେ ପହଞ୍ଚାଇବା ସରକାରଙ୍କ ପ୍ରାଥମିକତା ହେବା ଉଚିତ। ଅର୍ଥ ଆୟୋଗର ସୁପାରିସ ଅନୁଯାୟୀ ରାଜ୍ୟମାନଙ୍କୁ ଅଧିକ ଅର୍ଥ ମିଳିବ ବୋଲି କୁହାଯାଉଛି, କିନ୍ତୁ କେନ୍ଦ୍ରୀୟ ସହାୟତା ହ୍ରାସ ଯୋଗୁଁ ବାସ୍ତବରେ ରାଜ୍ୟଗୁଡ଼ିକ କ୍ଷତିଗ୍ରସ୍ତ ହେବେ। ବିଶେଷକରି ଓଡ଼ିଶା ଭଳି ପଛୁଆ ରାଜ୍ୟ ପାଇଁ ଏହା ଚିନ୍ତାଜନକ। ଶିକ୍ଷା ଓ ସ୍ୱାସ୍ଥ୍ୟରେ ବିନିଯୋଗ ହିଁ ଦେଶର ମାନବ ସମ୍ବଳ ବିକାଶର ମୂଳଦୁଆ। ଏହି କ୍ଷେତ୍ରରେ ଖର୍ଚ୍ଚ କାଟ ଦୀର୍ଘକାଳୀନ ଭାବେ ଦେଶ ପାଇଁ କ୍ଷତିକାରକ ହେବ। ସରକାର ଏହି ନୀତି ପୁନର୍ବିଚାର କରିବା ଦରକାର। (340, 951, 1140, 1114)
solution-cell: 5 (1439, 2247, 1456, 2261)
sudoku-answer-note: ଉତ୍ତର ଉତ୍ତର ଆସନ୍ତାକାଲି ପ୍ରକାଶ ପାଇବ (1226, 2140, 1424, 2153)
poem-line: ମାତଇ ନିର୍ଜନ ମୋର କକ୍ଷ ! (61, 161, 202, 177)
zilla-text: ପ୍ରାଚୀନ ଭୁବନେଶ୍ୱରଠାରୁ ବରିଷ୍ଠ ରହିଥିବା ଖୋର୍ଦ୍ଧା ଜିଲାର ଇତିହାସ ବହୁତ ପୁରୁଣା। ୧୯୯୩ ମସିହାରେ ପୁରୀ ଜିଲାକୁ ବିଭାଜିତ କରି ଖୋର୍ଦ୍ଧା ଜିଲା ଗଠନ କରାଯାଇଥିଲା। ରାଜ୍ୟ ରାଜଧାନୀ ଭୁବନେଶ୍ୱର ଏହି ଜିଲାର ଅନ୍ତର୍ଗତ। ଶାସନ, ଶିକ୍ଷା, ଶିଳ୍ପ ଓ ଆଧୁନିକ ପ୍ରଯୁକ୍ତି କ୍ଷେତ୍ରରେ ଏହି ଜିଲା ବର୍ତ୍ତମାନ ଗୁରୁତ୍ୱପୂର୍ଣ୍ଣ ସ୍ଥାନ ଅଧିକାର କରିଛି। ଖୋର୍ଦ୍ଧା ଗଡ଼ର ଇତିହାସ ପାଇକ ବିଦ୍ରୋହ ସହ ଜଡ଼ିତ। ୧୮୧୭ ମସିହାରେ ବକ୍ସି ଜଗବନ୍ଧୁଙ୍କ ନେତୃତ୍ୱରେ ପାଇକମାନେ ବ୍ରିଟିଶ ଶାସନ ବିରୋଧରେ ଅସ୍ତ୍ର ଧାରଣ କରିଥିଲେ। ଏହାକୁ ଭାରତର ପ୍ରଥମ ସ୍ୱାଧୀନତା ସଂଗ୍ରାମ ଭାବେ ମାନ୍ୟତା ଦେବାକୁ ଦାବି ହେଉଛି। ଲିଙ୍ଗରାଜ ମନ୍ଦିର, ଧଉଳି, ଖଣ୍ଡଗିରି-ଉଦୟଗିରି, ନନ୍ଦନକାନନ ଆଦି ଐତିହ୍ୟ ସ୍ଥଳୀ ଏହି ଜିଲାର ଗୌରବ ବଢ଼ାଇଛନ୍ତି। ଚିଲିକା ହ୍ରଦର ଏକ ଅଂଶ ମଧ୍ୟ ଏହି ଜିଲାରେ ରହିଛି। ବାଣପୁର, ଟାଙ୍ଗି, ବାଲୁଗାଁ ଅଞ୍ଚଳ ପ୍ରାକୃତିକ ସୌନ୍ଦର୍ଯ୍ୟରେ ଭରପୂର। ଜିଲାର ଲୋକମାନେ ମୁଖ୍ୟତଃ କୃଷି ଓ ଛୋଟ ବ୍ୟବସାୟ ଉପରେ ନିର୍ଭରଶୀଳ। ରେଳ ଓ ସଡ଼କ ଯୋଗାଯୋଗ ଦୃଷ୍ଟିରୁ ଖୋର୍ଦ୍ଧା ରୋଡ଼ ଏକ ଗୁରୁତ୍ୱପୂର୍ଣ୍ଣ ଜଙ୍କସନ। ଶିକ୍ଷା କ୍ଷେତ୍ରରେ ଅନେକ ବିଶ୍ୱବିଦ୍ୟାଳୟ, ଜାତୀୟ ସ୍ତରର ଅନୁଷ୍ଠାନ ଏଠାରେ ପ୍ରତିଷ୍ଠିତ ହୋଇଛି। ଜିଲାର ବିକାଶ ପାଇଁ ସରକାର ବିଭିନ୍ନ ଯୋଜନା ହାତକୁ ନେଇଛନ୍ତି। ତେବେ ଗ୍ରାମାଞ୍ଚଳରେ ପାନୀୟ ଜଳ, ରାସ୍ତାଘାଟ ଓ ସ୍ୱାସ୍ଥ୍ୟ ସେବା ଏବେ ବି ଆଶାନୁରୂପ ନୁହେଁ। ଐତିହ୍ୟ ଓ ଆଧୁନିକତାର ମିଳନ ଭୂମି ଭାବେ ଖୋର୍ଦ୍ଧା ଜିଲା ଆଜି ମାନ୍ୟତା ପାଇଛି। (10, 393, 325, 737)
advt-email-alt[interactable]: :miku11@yahoo.com(Use only for (1223, 1281, 1427, 1295)
quote-box (345, 8, 1140, 84)
sudoku-cell (1162, 1984, 1198, 2034)
poet-name: –କାଳିନ୍ଦୀ ଚରଣ ପାଣିଗ୍ରାହୀ (152, 201, 294, 217)
sudoku-cell: 3 (1379, 1734, 1415, 1784)
section-divider (10, 1512, 1140, 1514)
solution-cell: 3 (1439, 2233, 1456, 2247)
sudoku-cell (1271, 1984, 1307, 2034)
solution-cell: 4 (1406, 2247, 1423, 2261)
envelope-icon (1169, 554, 1219, 588)
sudoku-cell (1198, 1984, 1234, 2034)
solution-cell: 7 (1389, 2163, 1406, 2177)
sudoku-cell (1379, 2084, 1415, 2134)
star-emblem (1073, 13, 1135, 75)
page-number: 23 (1470, 2290, 1483, 2301)
solution-cell: 3 (1439, 2191, 1456, 2205)
sudoku-cell (1307, 1734, 1343, 1784)
solution-cell: 7 (1472, 2247, 1489, 2261)
letters-banner (1160, 550, 1490, 592)
solution-cell: 9 (1339, 2247, 1356, 2261)
sudoku-cell (1234, 1734, 1270, 1784)
sudoku-cell (1416, 1734, 1452, 1784)
sudoku-cell (1416, 2034, 1452, 2084)
past-box (1160, 1390, 1490, 1600)
solution-cell: 4 (1439, 2261, 1456, 2275)
sudoku-cell (1343, 1734, 1379, 1784)
solution-cell: 7 (1439, 2219, 1456, 2233)
color-registration (710, 2310, 790, 2329)
sudoku-cell (1452, 1834, 1488, 1884)
letter1-author: ମଙ୍ଗୁଲି ଚରଣ ନାୟକ, ନରଗଗଡ, ଜଗତସିଂହପୁର, ଖୋର୍ଦ୍ଧା (1240, 897, 1490, 910)
adhyatmik-author: ରମେଶ ଚନ୍ଦ୍ର ସାମଲ (10, 1520, 166, 1542)
sudoku-cell: 2 (1343, 1684, 1379, 1734)
sudoku-cell (1452, 1784, 1488, 1834)
sudoku-cell (1452, 2084, 1488, 2134)
solution-cell: 9 (1406, 2261, 1423, 2275)
solution-cell: 6 (1456, 2205, 1473, 2219)
color-registration (273, 2310, 353, 2329)
sudoku-cell (1162, 1834, 1198, 1884)
sudoku-cell (1343, 1934, 1379, 1984)
sudoku-cell (1307, 2084, 1343, 2134)
contact-box (1160, 1160, 1490, 1372)
solution-cell: 4 (1339, 2233, 1356, 2247)
advt-email[interactable]: E-mail: advt@dharitri.com (1246, 1264, 1404, 1278)
black-dot (333, 2311, 347, 2325)
solution-cell: 5 (1339, 2219, 1356, 2233)
ajibharat-body (1160, 62, 1490, 542)
sudoku-cell (1343, 1884, 1379, 1934)
sudoku-cell (1198, 1934, 1234, 1984)
solution-cell: 1 (1339, 2177, 1356, 2191)
sudoku-cell (1271, 1684, 1307, 1734)
sudoku-cell (1234, 2084, 1270, 2134)
solution-cell: 8 (1439, 2163, 1456, 2177)
